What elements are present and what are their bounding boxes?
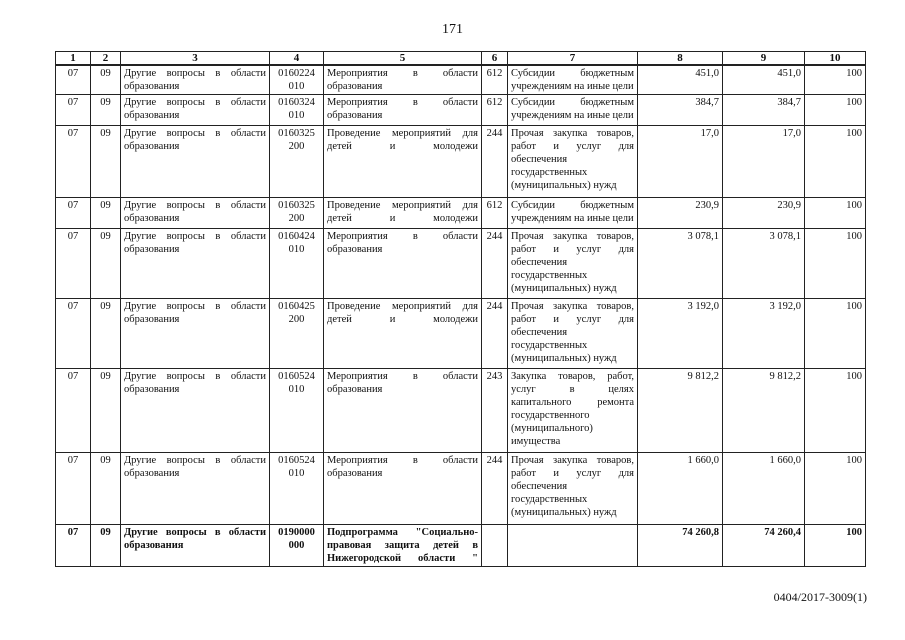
cell-col-3: Другие вопросы в области образования (121, 525, 270, 567)
cell-col-8: 3 192,0 (638, 299, 723, 369)
cell-col-8: 1 660,0 (638, 453, 723, 525)
cell-col-6: 612 (482, 198, 508, 229)
cell-col-4: 0160524 010 (270, 369, 324, 453)
table-row (56, 126, 866, 198)
cell-col-9: 3 078,1 (723, 229, 805, 299)
cell-col-2: 09 (91, 369, 121, 453)
cell-col-8: 451,0 (638, 65, 723, 95)
cell-col-2: 09 (91, 229, 121, 299)
cell-col-8: 384,7 (638, 95, 723, 126)
cell-col-4: 0160424 010 (270, 229, 324, 299)
page-number: 171 (442, 22, 463, 37)
cell-col-6: 612 (482, 95, 508, 126)
cell-col-2: 09 (91, 525, 121, 567)
cell-col-10: 100 (805, 525, 866, 567)
cell-col-5: Мероприятия в области образования (324, 95, 482, 126)
cell-col-2: 09 (91, 65, 121, 95)
cell-col-10: 100 (805, 229, 866, 299)
cell-col-5: Мероприятия в области образования (324, 65, 482, 95)
cell-col-6: 244 (482, 453, 508, 525)
cell-col-9: 1 660,0 (723, 453, 805, 525)
table-row (56, 229, 866, 299)
cell-col-6: 244 (482, 126, 508, 198)
cell-col-8: 3 078,1 (638, 229, 723, 299)
col-header-2: 2 (91, 52, 121, 66)
cell-col-7: Закупка товаров, работ, услуг в целях капитального ремонта государственного (муниципального) имущества (508, 369, 638, 453)
cell-col-5: Проведение мероприятий для детей и молодежи (324, 299, 482, 369)
cell-col-4: 0160524 010 (270, 453, 324, 525)
cell-col-7: Прочая закупка товаров, работ и услуг для обеспечения государственных (муниципальных) нужд (508, 299, 638, 369)
cell-col-9: 451,0 (723, 65, 805, 95)
col-header-1: 1 (56, 52, 91, 66)
cell-col-6: 244 (482, 299, 508, 369)
cell-col-9: 3 192,0 (723, 299, 805, 369)
budget-table (55, 51, 866, 567)
cell-col-8: 74 260,8 (638, 525, 723, 567)
cell-col-4: 0160325 200 (270, 126, 324, 198)
cell-col-6: 243 (482, 369, 508, 453)
cell-col-1: 07 (56, 525, 91, 567)
col-header-3: 3 (121, 52, 270, 66)
cell-col-6 (482, 525, 508, 567)
cell-col-9: 9 812,2 (723, 369, 805, 453)
cell-col-2: 09 (91, 453, 121, 525)
cell-col-5: Мероприятия в области образования (324, 453, 482, 525)
cell-col-3: Другие вопросы в области образования (121, 453, 270, 525)
header-row (56, 52, 866, 66)
cell-col-3: Другие вопросы в области образования (121, 65, 270, 95)
table-body (56, 65, 866, 567)
cell-col-7 (508, 525, 638, 567)
col-header-10: 10 (805, 52, 866, 66)
table-row (56, 95, 866, 126)
col-header-7: 7 (508, 52, 638, 66)
table-row (56, 65, 866, 95)
cell-col-9: 74 260,4 (723, 525, 805, 567)
col-header-9: 9 (723, 52, 805, 66)
cell-col-7: Субсидии бюджетным учреждениям на иные цели (508, 198, 638, 229)
cell-col-10: 100 (805, 369, 866, 453)
col-header-6: 6 (482, 52, 508, 66)
cell-col-7: Субсидии бюджетным учреждениям на иные цели (508, 95, 638, 126)
table-row (56, 198, 866, 229)
cell-col-6: 244 (482, 229, 508, 299)
cell-col-5: Проведение мероприятий для детей и молодежи (324, 198, 482, 229)
cell-col-5: Мероприятия в области образования (324, 369, 482, 453)
cell-col-4: 0160425 200 (270, 299, 324, 369)
cell-col-9: 230,9 (723, 198, 805, 229)
cell-col-2: 09 (91, 126, 121, 198)
cell-col-6: 612 (482, 65, 508, 95)
cell-col-8: 230,9 (638, 198, 723, 229)
table-row (56, 369, 866, 453)
cell-col-2: 09 (91, 95, 121, 126)
cell-col-5: Мероприятия в области образования (324, 229, 482, 299)
cell-col-1: 07 (56, 126, 91, 198)
col-header-4: 4 (270, 52, 324, 66)
cell-col-4: 0160324 010 (270, 95, 324, 126)
cell-col-1: 07 (56, 229, 91, 299)
cell-col-3: Другие вопросы в области образования (121, 369, 270, 453)
cell-col-7: Прочая закупка товаров, работ и услуг для обеспечения государственных (муниципальных) нужд (508, 229, 638, 299)
cell-col-8: 9 812,2 (638, 369, 723, 453)
cell-col-1: 07 (56, 198, 91, 229)
col-header-5: 5 (324, 52, 482, 66)
cell-col-10: 100 (805, 65, 866, 95)
cell-col-1: 07 (56, 95, 91, 126)
cell-col-7: Прочая закупка товаров, работ и услуг для обеспечения государственных (муниципальных) нужд (508, 126, 638, 198)
cell-col-5: Подпрограмма "Социально-правовая защита детей в Нижегородской области " (324, 525, 482, 567)
cell-col-7: Прочая закупка товаров, работ и услуг для обеспечения государственных (муниципальных) нужд (508, 453, 638, 525)
table-row (56, 453, 866, 525)
cell-col-5: Проведение мероприятий для детей и молодежи (324, 126, 482, 198)
cell-col-2: 09 (91, 299, 121, 369)
table-row (56, 299, 866, 369)
cell-col-2: 09 (91, 198, 121, 229)
table-row (56, 525, 866, 567)
col-header-8: 8 (638, 52, 723, 66)
cell-col-10: 100 (805, 126, 866, 198)
cell-col-3: Другие вопросы в области образования (121, 95, 270, 126)
cell-col-10: 100 (805, 198, 866, 229)
cell-col-1: 07 (56, 65, 91, 95)
cell-col-3: Другие вопросы в области образования (121, 198, 270, 229)
cell-col-8: 17,0 (638, 126, 723, 198)
cell-col-3: Другие вопросы в области образования (121, 229, 270, 299)
cell-col-10: 100 (805, 299, 866, 369)
cell-col-10: 100 (805, 453, 866, 525)
cell-col-1: 07 (56, 369, 91, 453)
cell-col-1: 07 (56, 299, 91, 369)
cell-col-4: 0160325 200 (270, 198, 324, 229)
cell-col-9: 384,7 (723, 95, 805, 126)
cell-col-4: 0190000 000 (270, 525, 324, 567)
cell-col-3: Другие вопросы в области образования (121, 126, 270, 198)
cell-col-10: 100 (805, 95, 866, 126)
cell-col-1: 07 (56, 453, 91, 525)
cell-col-9: 17,0 (723, 126, 805, 198)
cell-col-4: 0160224 010 (270, 65, 324, 95)
cell-col-3: Другие вопросы в области образования (121, 299, 270, 369)
cell-col-7: Субсидии бюджетным учреждениям на иные цели (508, 65, 638, 95)
document-code: 0404/2017-3009(1) (773, 590, 867, 604)
